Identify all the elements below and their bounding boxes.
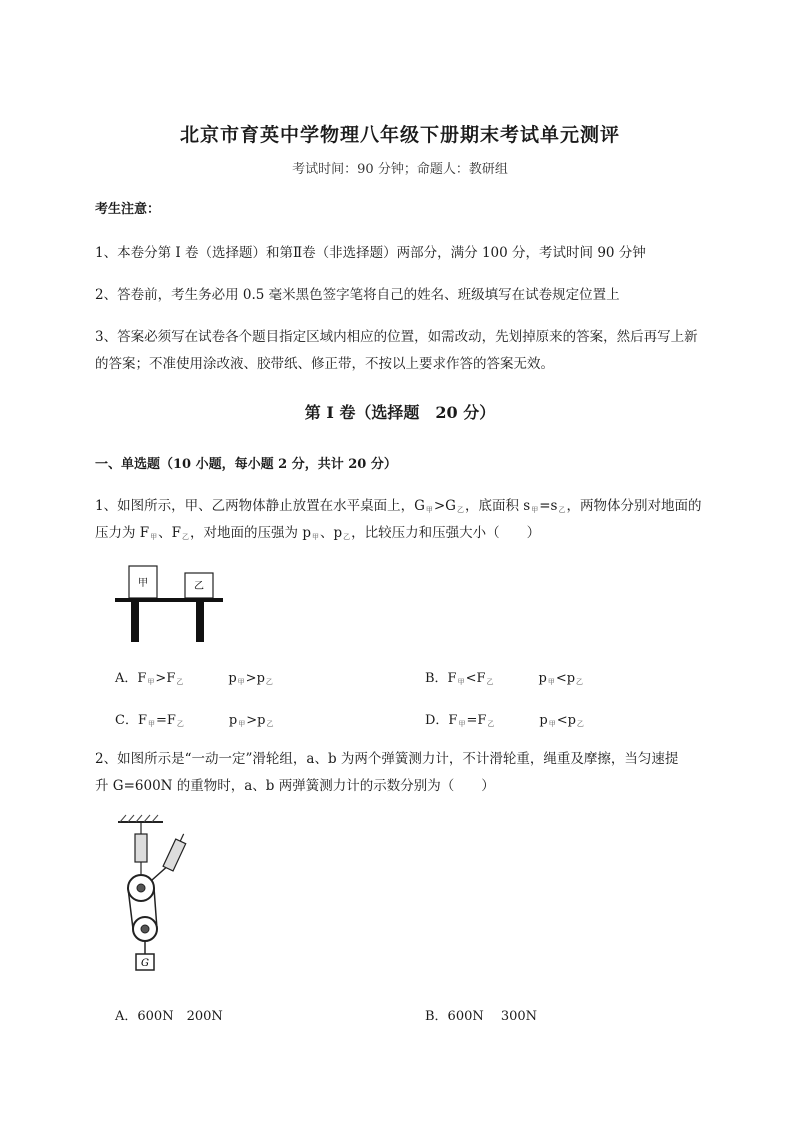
q1-option-c[interactable]: C．$F_甲=F_乙$ $p_甲>p_乙$ bbox=[115, 713, 274, 728]
part-heading: 一、单选题（10 小题，每小题 2 分，共计 20 分） bbox=[95, 457, 397, 472]
spring-scale-b bbox=[163, 832, 189, 871]
notice-item-3: 3、答案必须写在试卷各个题目指定区域内相应的位置，如需改动，先划掉原来的答案，然后再写上新 bbox=[95, 329, 698, 345]
block-yi-label: 乙 bbox=[194, 581, 204, 592]
q1-stem-line2: 压力为 $F_甲$、$F_乙$，对地面的压强为 $p_甲$、$p_乙$，比较压力和压强大小（ ） bbox=[95, 525, 541, 541]
table-leg-left bbox=[131, 602, 139, 642]
exam-info: 考试时间：90 分钟；命题人：教研组 bbox=[292, 162, 508, 177]
spring-scale-a bbox=[135, 834, 147, 862]
block-jia-label: 甲 bbox=[138, 578, 148, 589]
weight-label: G bbox=[141, 958, 149, 969]
notice-heading: 考生注意： bbox=[95, 202, 161, 217]
q1-stem-line1: 1、如图所示，甲、乙两物体静止放置在水平桌面上，$G_甲>G_乙$，底面积 $s_甲=s_乙$，两物体分别对地面的 bbox=[95, 498, 702, 514]
page-title: 北京市育英中学物理八年级下册期末考试单元测评 bbox=[179, 124, 620, 146]
table-leg-right bbox=[196, 602, 204, 642]
q2-stem-line1: 2、如图所示是“一动一定”滑轮组，a、b 为两个弹簧测力计，不计滑轮重，绳重及摩擦，当匀速提 bbox=[95, 751, 679, 767]
notice-item-3-cont: 的答案；不准使用涂改液、胶带纸、修正带，不按以上要求作答的答案无效。 bbox=[95, 356, 554, 372]
notice-item-1: 1、本卷分第 I 卷（选择题）和第Ⅱ卷（非选择题）两部分，满分 100 分，考试时间 90 分钟 bbox=[95, 245, 646, 261]
q1-option-d[interactable]: D．$F_甲=F_乙$ $p_甲<p_乙$ bbox=[425, 713, 584, 728]
ceiling-hatch bbox=[120, 815, 158, 822]
q1-option-a[interactable]: A．$F_甲>F_乙$ $p_甲>p_乙$ bbox=[115, 671, 273, 686]
q2-option-b[interactable]: B．600N 300N bbox=[425, 1009, 538, 1024]
table-top bbox=[115, 598, 223, 602]
q2-option-a[interactable]: A．600N 200N bbox=[115, 1009, 223, 1024]
q1-option-b[interactable]: B．$F_甲<F_乙$ $p_甲<p_乙$ bbox=[425, 671, 584, 686]
q2-pulley-figure bbox=[108, 812, 208, 977]
section-title: 第 I 卷（选择题 20 分） bbox=[304, 403, 496, 422]
notice-item-2: 2、答卷前，考生务必用 0.5 毫米黑色签字笔将自己的姓名、班级填写在试卷规定位置上 bbox=[95, 287, 620, 303]
q1-table-figure bbox=[110, 560, 230, 645]
q2-stem-line2: 升 G=600N 的重物时，a、b 两弹簧测力计的示数分别为（ ） bbox=[95, 778, 495, 794]
